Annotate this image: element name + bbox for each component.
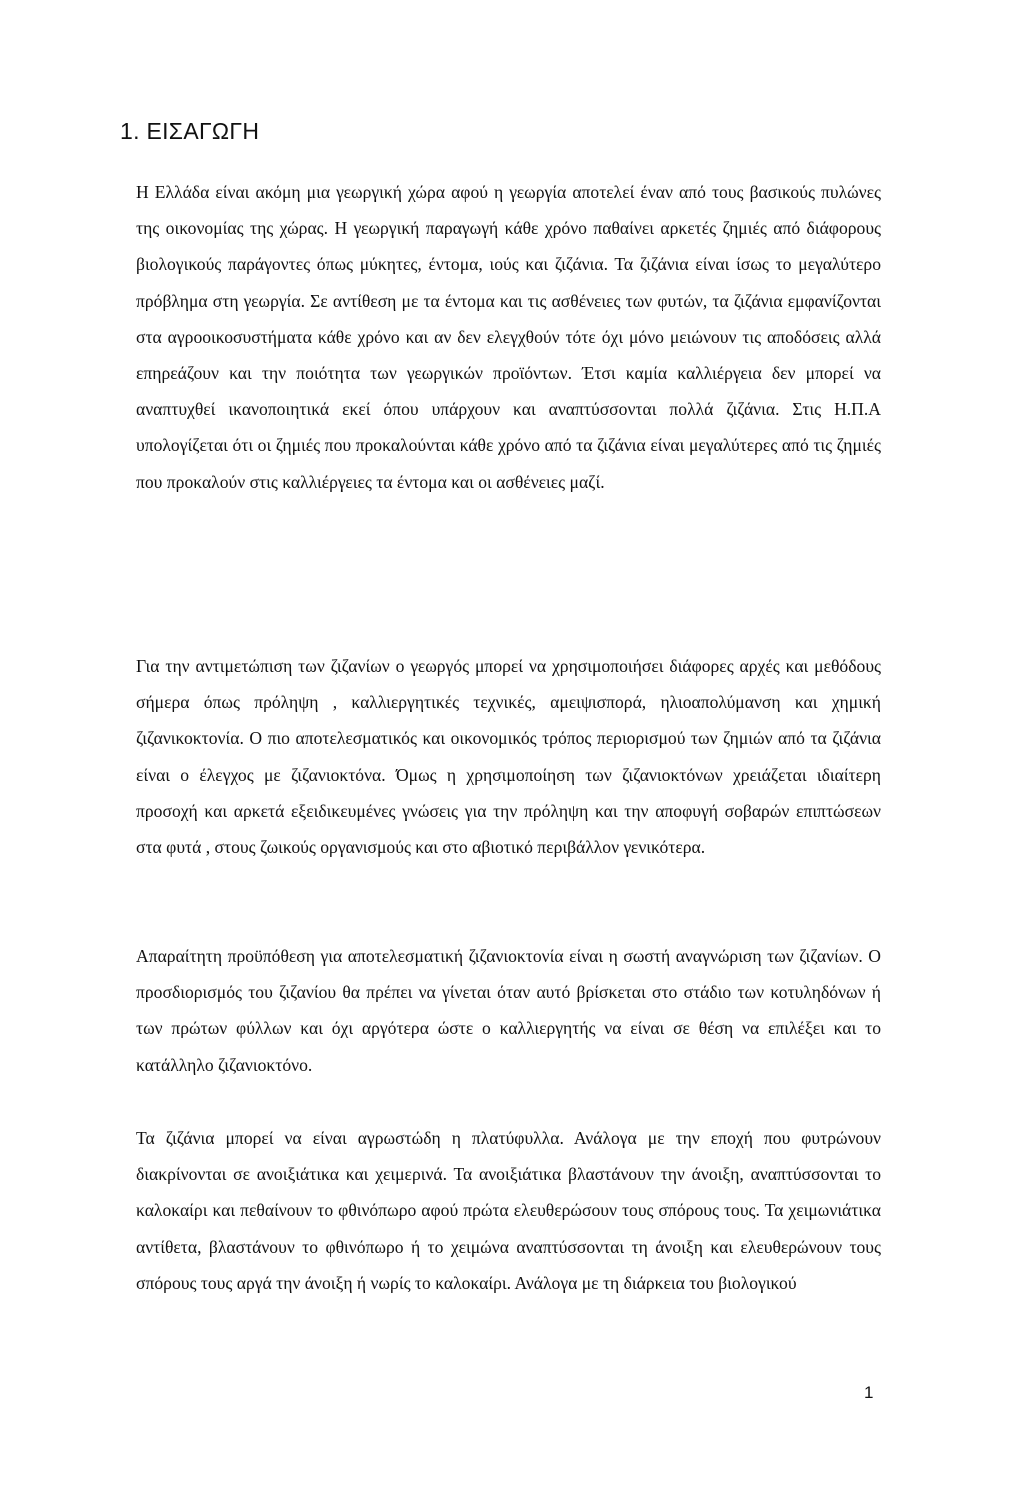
paragraph-introduction: Η Ελλάδα είναι ακόμη μια γεωργική χώρα αφού η γεωργία αποτελεί έναν από τους βασικούς πυλώνες της οικονομίας της χώρας. Η γεωργική παραγωγή κάθε χρόνο παθαίνει αρκετές ζημιές από διάφορους βιολογικούς παράγοντες όπως μύκητες, έντομα, ιούς και ζιζάνια. Τα ζιζάνια είναι ίσως το μεγαλύτερο πρόβλημα στη γεωργία. Σε αντίθεση με τα έντομα και τις ασθένειες των φυτών, τα ζιζάνια εμφανίζονται στα αγροοικοσυστήματα κάθε χρόνο και αν δεν ελεγχθούν τότε όχι μόνο μειώνουν τις αποδόσεις αλλά επηρεάζουν και την ποιότητα των γεωργικών προϊόντων. Έτσι καμία καλλιέργεια δεν μπορεί να αναπτυχθεί ικανοποιητικά εκεί όπου υπάρχουν και αναπτύσσονται πολλά ζιζάνια. Στις Η.Π.Α υπολογίζεται ότι οι ζημιές που προκαλούνται κάθε χρόνο από τα ζιζάνια είναι μεγαλύτερες από τις ζημιές που προκαλούν στις καλλιέργειες τα έντομα και οι ασθένειες μαζί. xyxy=(136,182,881,492)
paragraph-weed-types: Τα ζιζάνια μπορεί να είναι αγρωστώδη η πλατύφυλλα. Ανάλογα με την εποχή που φυτρώνουν διακρίνονται σε ανοιξιάτικα και χειμερινά. Τα ανοιξιάτικα βλαστάνουν την άνοιξη, αναπτύσσονται το καλοκαίρι και πεθαίνουν το φθινόπωρο αφού πρώτα ελευθερώσουν τους σπόρους τους. Τα χειμωνιάτικα αντίθετα, βλαστάνουν το φθινόπωρο ή το χειμώνα αναπτύσσονται τη άνοιξη και ελευθερώνουν τους σπόρους τους αργά την άνοιξη ή νωρίς το καλοκαίρι. Ανάλογα με τη διάρκεια του βιολογικού xyxy=(136,1128,881,1293)
paragraph-weed-identification: Απαραίτητη προϋπόθεση για αποτελεσματική ζιζανιοκτονία είναι η σωστή αναγνώριση των ζιζανίων. Ο προσδιορισμός του ζιζανίου θα πρέπει να γίνεται όταν αυτό βρίσκεται στο στάδιο των κοτυληδόνων ή των πρώτων φύλλων και όχι αργότερα ώστε ο καλλιεργητής να είναι σε θέση να επιλέξει και το κατάλληλο ζιζανιοκτόνο. xyxy=(136,946,881,1075)
paragraph-weed-control-methods: Για την αντιμετώπιση των ζιζανίων ο γεωργός μπορεί να χρησιμοποιήσει διάφορες αρχές και μεθόδους σήμερα όπως πρόληψη , καλλιεργητικές τεχνικές, αμειψισπορά, ηλιοαπολύμανση και χημική ζιζανικοκτονία. Ο πιο αποτελεσματικός και οικονομικός τρόπος περιορισμού των ζημιών από τα ζιζάνια είναι ο έλεγχος με ζιζανιοκτόνα. Όμως η χρησιμοποίηση των ζιζανιοκτόνων χρειάζεται ιδιαίτερη προσοχή και αρκετά εξειδικευμένες γνώσεις για την πρόληψη και την αποφυγή σοβαρών επιπτώσεων στα φυτά , στους ζωικούς οργανισμούς και στο αβιοτικό περιβάλλον γενικότερα. xyxy=(136,656,881,858)
section-heading: 1. ΕΙΣΑΓΩΓΗ xyxy=(120,118,260,144)
page-number: 1 xyxy=(864,1383,874,1402)
